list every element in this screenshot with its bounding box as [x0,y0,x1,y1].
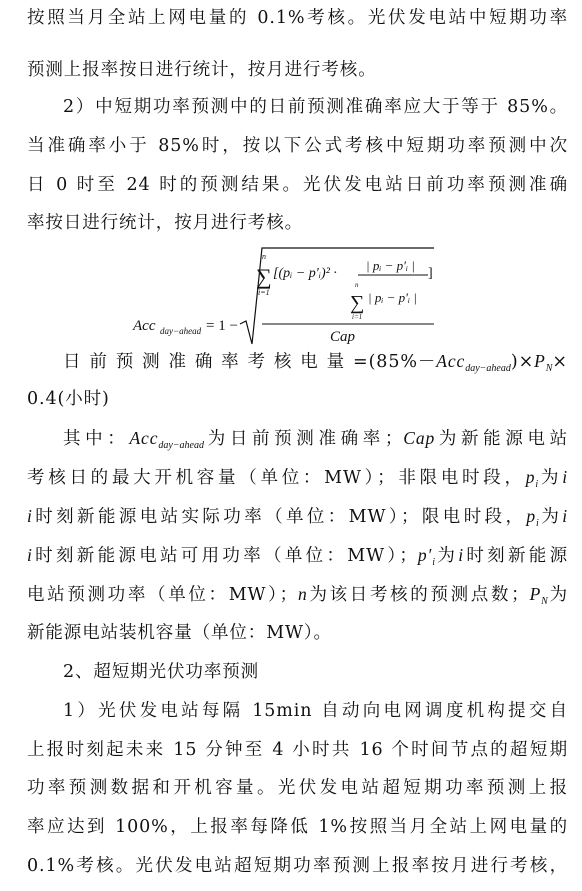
text-line: 日 0 时至 24 时的预测结果。光伏发电站日前功率预测准确 [27,175,568,195]
formula-acc-sub: day−ahead [160,326,202,336]
formula-sum-bottom: i=1 [258,288,270,297]
formula-inner-numerator: | pᵢ − p′ᵢ | [366,258,415,273]
text-line: 预测上报率按日进行统计，按月进行考核。 [27,60,377,80]
formula-acc: Acc [133,318,156,334]
text-line: 2）中短期功率预测中的日前预测准确率应大于等于 85%。 [63,97,568,117]
text-line: 率应达到 100%，上报率每降低 1%按照当月全站上网电量的 [27,817,568,837]
formula-close-bracket: ] [428,266,433,281]
text-line: 0.1%考核。光伏发电站超短期功率预测上报率按月进行考核， [27,856,568,876]
formula-inner-sum-bottom: i=1 [352,313,363,321]
text-line: 其中：Acc$_{day-ahead}$为日前预测准确率；Cap为新能源电站 [63,428,569,451]
text-line: 0.4(小时) [27,389,110,409]
formula-sum-top: n [262,252,266,261]
formula-inner-denominator: | pᵢ − p′ᵢ | [368,290,417,305]
formula-numerator: [(pᵢ − p′ᵢ)² · [273,266,337,281]
formula-eq: = 1 − [206,318,238,334]
text-line: 电站预测功率（单位：MW）；n为该日考核的预测点数；$P_N$为 [27,584,568,607]
text-line: 1）光伏发电站每隔 15min 自动向电网调度机构提交自 [63,701,568,721]
formula-denominator-cap: Cap [330,329,356,345]
formula-inner-sigma: ∑ [350,292,365,314]
text-line: 日前预测准确率考核电量$=(85\%-Acc_{day-ahead})\times P_N\times$ [63,351,568,374]
text-line: i时刻新能源电站可用功率（单位：MW）；$p'_i$为i时刻新能源 [27,545,568,568]
text-line: 考核日的最大开机容量（单位：MW）；非限电时段，$p_i$为i [27,467,568,490]
text-line: 率按日进行统计，按月进行考核。 [27,213,303,233]
formula-inner-sum-top: n [355,281,359,289]
text-line: 当准确率小于 85%时，按以下公式考核中短期功率预测中次 [27,136,568,156]
section-heading: 2、超短期光伏功率预测 [63,662,260,682]
text-line: 新能源电站装机容量（单位：MW）。 [27,623,332,643]
text-line: 上报时刻起未来 15 分钟至 4 小时共 16 个时间节点的超短期 [27,740,568,760]
text-line: i时刻新能源电站实际功率（单位：MW）；限电时段，$p_i$为i [27,506,568,529]
text-line: 功率预测数据和开机容量。光伏发电站超短期功率预测上报 [27,778,568,798]
formula-sigma: ∑ [256,264,272,289]
accuracy-formula [0,242,582,352]
text-line: 按照当月全站上网电量的 0.1%考核。光伏发电站中短期功率 [27,8,568,28]
